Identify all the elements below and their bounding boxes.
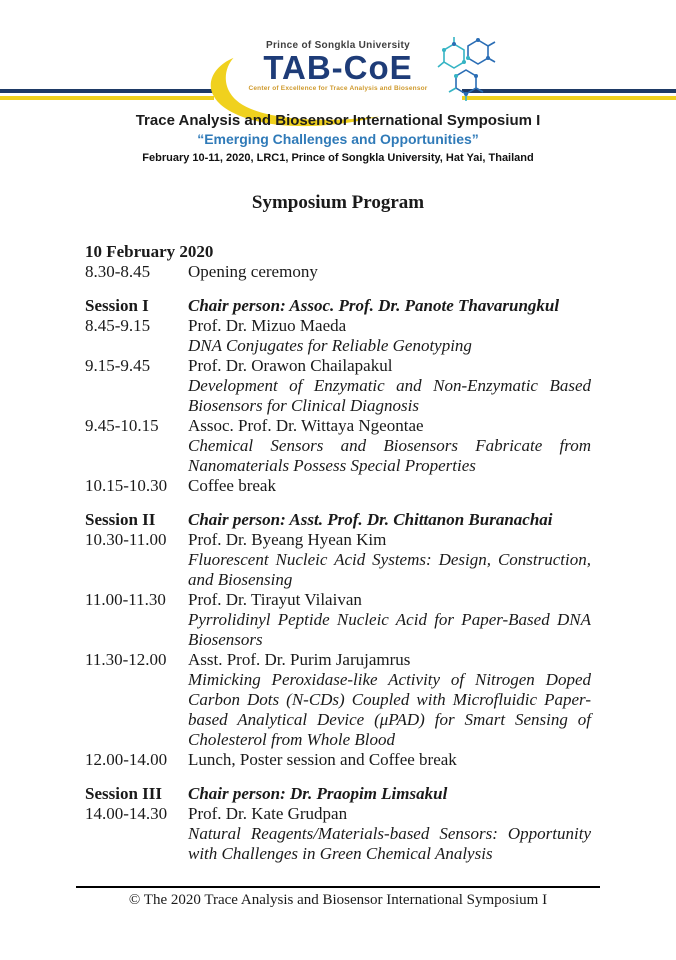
entry-content [188, 530, 591, 590]
time-slot: 8.45-9.15 [85, 316, 151, 335]
university-name: Prince of Songkla University [266, 40, 410, 51]
program-schedule [85, 242, 591, 864]
time-slot: 10.15-10.30 [85, 476, 168, 495]
speaker-name: Prof. Dr. Kate Grudpan [188, 804, 348, 823]
time-slot: 11.00-11.30 [85, 590, 166, 609]
session-row [85, 510, 591, 530]
talk-title: Mimicking Peroxidase-like Activity of Nitrogen Doped Carbon Dots (N-CDs) Coupled with Microfluidic Paper-based Analytical Device (μPAD) for Smart Sensing of Cholesterol from Whole Blood [188, 670, 591, 749]
speaker-name: Prof. Dr. Orawon Chailapakul [188, 356, 393, 375]
copyright-text: © The 2020 Trace Analysis and Biosensor International Symposium I [128, 892, 548, 908]
speaker-name: Assoc. Prof. Dr. Wittaya Ngeontae [188, 416, 424, 435]
schedule-row [85, 416, 591, 476]
entry-text: Lunch, Poster session and Coffee break [188, 750, 457, 769]
entry-content [188, 416, 591, 476]
session-row [85, 784, 591, 804]
schedule-row [85, 316, 591, 356]
program-entries [85, 262, 591, 864]
banner [0, 112, 676, 164]
talk-title: Fluorescent Nucleic Acid Systems: Design, Construction, and Biosensing [188, 550, 591, 589]
entry-content [188, 262, 591, 282]
schedule-row [85, 650, 591, 750]
schedule-row [85, 750, 591, 770]
schedule-row [85, 804, 591, 864]
session-chair: Chair person: Assoc. Prof. Dr. Panote Thavarungkul [188, 296, 560, 315]
symposium-title: Trace Analysis and Biosensor International Symposium I [135, 112, 541, 129]
session-label: Session III [85, 784, 163, 803]
logo-acronym: TAB-CoE [263, 49, 413, 86]
time-slot: 8.30-8.45 [85, 262, 151, 281]
speaker-name: Prof. Dr. Tirayut Vilaivan [188, 590, 362, 609]
entry-content [188, 750, 591, 770]
time-slot: 12.00-14.00 [85, 750, 168, 769]
speaker-name: Prof. Dr. Mizuo Maeda [188, 316, 347, 335]
talk-title: Natural Reagents/Materials-based Sensors: Opportunity with Challenges in Green Chemical Analysis [188, 824, 591, 863]
schedule-row [85, 476, 591, 496]
entry-content [188, 476, 591, 496]
entry-text: Opening ceremony [188, 262, 318, 281]
page-footer [76, 886, 600, 909]
schedule-row [85, 356, 591, 416]
time-slot: 9.15-9.45 [85, 356, 151, 375]
schedule-row [85, 530, 591, 590]
entry-content [188, 650, 591, 750]
tab-coe-logo [214, 36, 462, 110]
entry-content [188, 316, 591, 356]
entry-content [188, 356, 591, 416]
entry-content [188, 590, 591, 650]
time-slot: 11.30-12.00 [85, 650, 167, 669]
program-heading: Symposium Program [251, 192, 425, 213]
session-chair: Chair person: Dr. Praopim Limsakul [188, 784, 448, 803]
talk-title: Development of Enzymatic and Non-Enzymatic Based Biosensors for Clinical Diagnosis [188, 376, 591, 415]
molecule-icon [434, 36, 500, 106]
time-slot: 14.00-14.30 [85, 804, 168, 823]
logo-tagline: Center of Excellence for Trace Analysis and Biosensor [248, 85, 428, 92]
day-heading: 10 February 2020 [85, 242, 214, 261]
talk-title: DNA Conjugates for Reliable Genotyping [188, 336, 472, 355]
talk-title: Chemical Sensors and Biosensors Fabricate from Nanomaterials Possess Special Properties [188, 436, 591, 475]
time-slot: 10.30-11.00 [85, 530, 167, 549]
entry-text: Coffee break [188, 476, 276, 495]
talk-title: Pyrrolidinyl Peptide Nucleic Acid for Paper-Based DNA Biosensors [188, 610, 591, 649]
speaker-name: Asst. Prof. Dr. Purim Jarujamrus [188, 650, 411, 669]
symposium-subtitle: “Emerging Challenges and Opportunities” [197, 131, 479, 147]
session-chair: Chair person: Asst. Prof. Dr. Chittanon Buranachai [188, 510, 553, 529]
time-slot: 9.45-10.15 [85, 416, 159, 435]
session-label: Session II [85, 510, 156, 529]
schedule-row [85, 590, 591, 650]
session-row [85, 296, 591, 316]
session-label: Session I [85, 296, 149, 315]
speaker-name: Prof. Dr. Byeang Hyean Kim [188, 530, 387, 549]
entry-content [188, 804, 591, 864]
schedule-row [85, 262, 591, 282]
event-details: February 10-11, 2020, LRC1, Prince of Songkla University, Hat Yai, Thailand [142, 152, 534, 164]
